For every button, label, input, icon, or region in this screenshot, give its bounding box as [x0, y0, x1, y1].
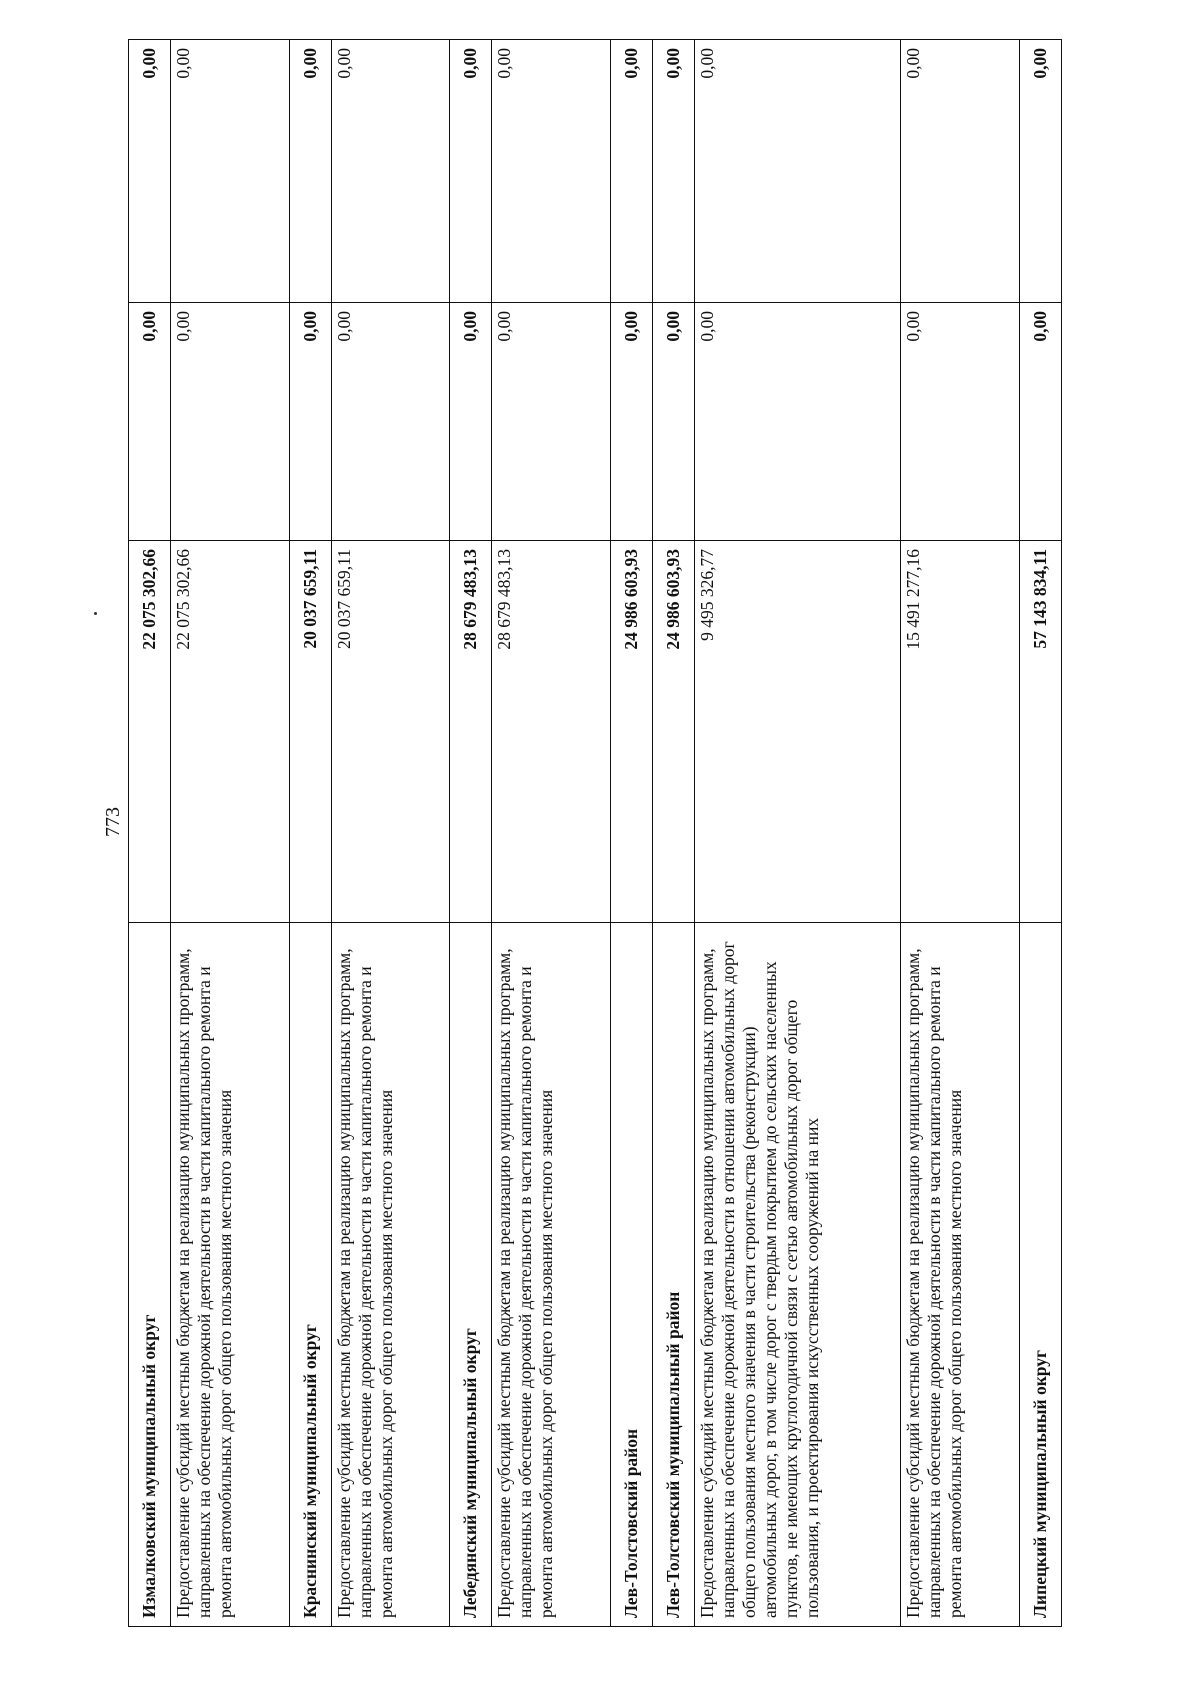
- row-value-3: 0,00: [695, 40, 901, 303]
- row-name: Лев-Толстовский район: [611, 923, 653, 1627]
- row-value-3: 0,00: [492, 40, 611, 303]
- row-name: Липецкий муниципальный округ: [1019, 923, 1061, 1627]
- table-row-district: [450, 40, 492, 1627]
- row-value-2: 0,00: [653, 303, 695, 541]
- row-value-2: 0,00: [289, 303, 331, 541]
- page-number: 773: [102, 807, 124, 837]
- row-value-2: 0,00: [450, 303, 492, 541]
- row-name: Предоставление субсидий местным бюджетам на реализацию муниципальных программ, направленных на обеспечение дорожной деятельности в части капитального ремонта и ремонта автомобильных дорог общего пользования местного значения: [171, 923, 290, 1627]
- row-name: Предоставление субсидий местным бюджетам на реализацию муниципальных программ, направленных на обеспечение дорожной деятельности в отношении автомобильных дорог общего пользования местного значения в части строительства (реконструкции) автомобильных дорог, в том числе дорог с твердым покрытием до сельских населенных пунктов, не имеющих круглогодичной связи с сетью автомобильных дорог общего пользования, и проектирования искусственных сооружений на них: [695, 923, 901, 1627]
- row-name: Предоставление субсидий местным бюджетам на реализацию муниципальных программ, направленных на обеспечение дорожной деятельности в части капитального ремонта и ремонта автомобильных дорог общего пользования местного значения: [331, 923, 450, 1627]
- row-value-1: 22 075 302,66: [171, 541, 290, 923]
- table-row-item: [492, 40, 611, 1627]
- row-value-3: 0,00: [331, 40, 450, 303]
- table-row-district: [611, 40, 653, 1627]
- row-value-1: 15 491 277,16: [901, 541, 1020, 923]
- table-row-item: [171, 40, 290, 1627]
- row-name: Предоставление субсидий местным бюджетам на реализацию муниципальных программ, направленных на обеспечение дорожной деятельности в части капитального ремонта и ремонта автомобильных дорог общего пользования местного значения: [492, 923, 611, 1627]
- row-value-2: 0,00: [1019, 303, 1061, 541]
- table-row-district: [129, 40, 171, 1627]
- row-value-2: 0,00: [129, 303, 171, 541]
- row-value-3: 0,00: [129, 40, 171, 303]
- row-name: Лебедянский муниципальный округ: [450, 923, 492, 1627]
- row-value-3: 0,00: [611, 40, 653, 303]
- row-value-1: 9 495 326,77: [695, 541, 901, 923]
- table-row-district: [1019, 40, 1061, 1627]
- budget-table-rotated: [128, 40, 1062, 1627]
- table-row-item: [331, 40, 450, 1627]
- row-name: Предоставление субсидий местным бюджетам на реализацию муниципальных программ, направленных на обеспечение дорожной деятельности в части капитального ремонта и ремонта автомобильных дорог общего пользования местного значения: [901, 923, 1020, 1627]
- budget-table: [128, 39, 1062, 1627]
- row-value-1: 57 143 834,11: [1019, 541, 1061, 923]
- row-value-1: 28 679 483,13: [492, 541, 611, 923]
- row-value-1: 24 986 603,93: [653, 541, 695, 923]
- table-row-district: [289, 40, 331, 1627]
- row-value-2: 0,00: [492, 303, 611, 541]
- row-value-1: 20 037 659,11: [331, 541, 450, 923]
- row-value-3: 0,00: [1019, 40, 1061, 303]
- row-value-3: 0,00: [901, 40, 1020, 303]
- row-value-3: 0,00: [171, 40, 290, 303]
- row-value-1: 24 986 603,93: [611, 541, 653, 923]
- row-value-2: 0,00: [901, 303, 1020, 541]
- row-name: Измалковский муниципальный округ: [129, 923, 171, 1627]
- row-name: Лев-Толстовский муниципальный район: [653, 923, 695, 1627]
- row-value-2: 0,00: [171, 303, 290, 541]
- row-value-3: 0,00: [450, 40, 492, 303]
- scan-speck: [94, 612, 97, 615]
- row-name: Краснинский муниципальный округ: [289, 923, 331, 1627]
- row-value-1: 22 075 302,66: [129, 541, 171, 923]
- row-value-3: 0,00: [653, 40, 695, 303]
- row-value-2: 0,00: [611, 303, 653, 541]
- table-row-item: [695, 40, 901, 1627]
- row-value-2: 0,00: [695, 303, 901, 541]
- table-row-district: [653, 40, 695, 1627]
- row-value-1: 20 037 659,11: [289, 541, 331, 923]
- row-value-2: 0,00: [331, 303, 450, 541]
- row-value-3: 0,00: [289, 40, 331, 303]
- table-row-item: [901, 40, 1020, 1627]
- row-value-1: 28 679 483,13: [450, 541, 492, 923]
